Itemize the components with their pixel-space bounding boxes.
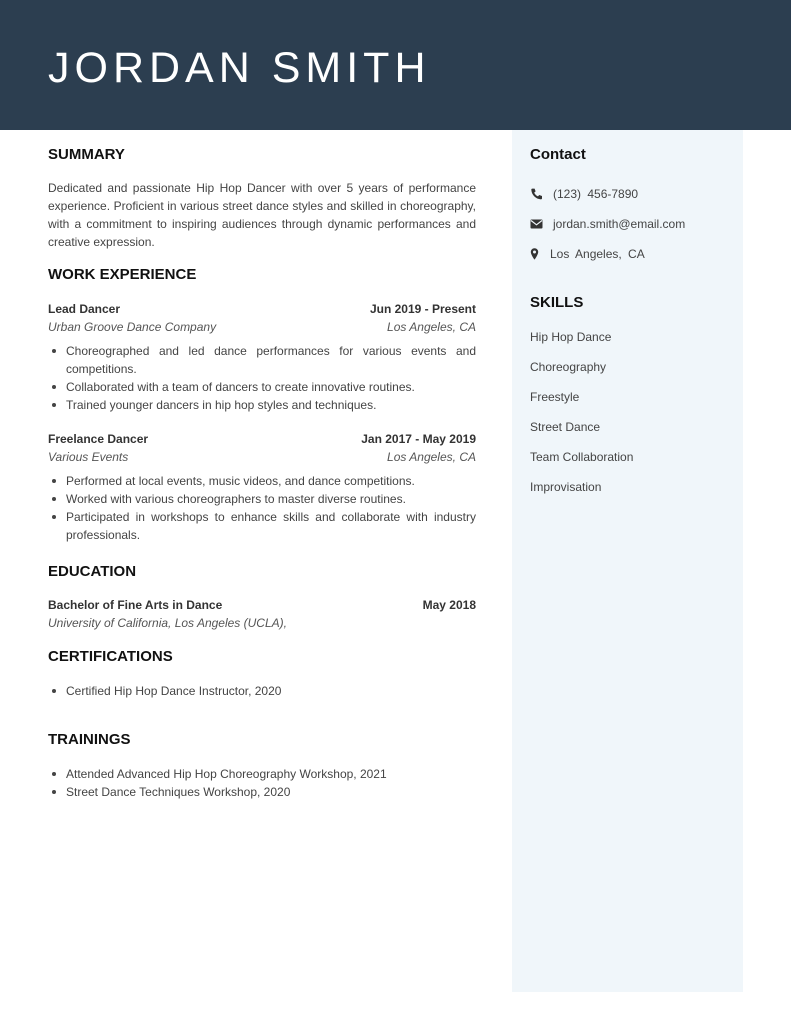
education-header	[48, 596, 476, 614]
job-location: Los Angeles, CA	[387, 450, 476, 464]
contact-title: Contact	[530, 146, 586, 163]
skill-item: Freestyle	[530, 390, 580, 404]
list-item: Trained younger dancers in hip hop styles and techniques.	[48, 396, 476, 414]
list-item: Attended Advanced Hip Hop Choreography Workshop, 2021	[48, 765, 476, 783]
contact-location-text: Los Angeles, CA	[550, 247, 645, 261]
candidate-name: JORDAN SMITH	[48, 44, 431, 92]
list-item: Participated in workshops to enhance skills and collaborate with industry professionals.	[48, 508, 476, 544]
job-company: Urban Groove Dance Company	[48, 320, 217, 334]
job-header	[48, 430, 476, 448]
skill-item: Team Collaboration	[530, 450, 634, 464]
list-item: Worked with various choreographers to master diverse routines.	[48, 490, 476, 508]
trainings-list	[48, 765, 476, 801]
summary-text: Dedicated and passionate Hip Hop Dancer with over 5 years of performance experience. Proficient in various street dance styles and skilled in choreography, with a commitment to inspiring audiences through dynamic performances and creative expression.	[48, 181, 476, 249]
certifications-list	[48, 682, 476, 700]
contact-email-text[interactable]: jordan.smith@email.com	[553, 217, 686, 231]
job-subheader	[48, 318, 476, 336]
education-school: University of California, Los Angeles (UCLA),	[48, 616, 287, 630]
skill-item: Street Dance	[530, 420, 601, 434]
education-subheader	[48, 614, 476, 632]
contact-phone-text: (123) 456-7890	[553, 187, 639, 201]
job-header	[48, 300, 476, 318]
skill-item: Improvisation	[530, 480, 602, 494]
list-item: Collaborated with a team of dancers to create innovative routines.	[48, 378, 476, 396]
map-pin-icon	[530, 248, 544, 260]
sidebar	[512, 130, 743, 992]
phone-icon	[530, 188, 544, 200]
skills-title: SKILLS	[530, 294, 584, 311]
list-item: Choreographed and led dance performances for various events and competitions.	[48, 342, 476, 378]
job-bullets	[48, 342, 476, 414]
job-location: Los Angeles, CA	[387, 320, 476, 334]
list-item: Street Dance Techniques Workshop, 2020	[48, 783, 476, 801]
job-company: Various Events	[48, 450, 129, 464]
job-subheader	[48, 448, 476, 466]
resume-header	[0, 0, 791, 130]
summary-title: SUMMARY	[48, 146, 125, 163]
job-bullets	[48, 472, 476, 544]
skill-item: Choreography	[530, 360, 607, 374]
job-dates: Jun 2019 - Present	[369, 302, 476, 316]
envelope-icon	[530, 218, 544, 230]
job-role: Freelance Dancer	[48, 432, 149, 446]
job-dates: Jan 2017 - May 2019	[361, 432, 476, 446]
education-title: EDUCATION	[48, 563, 137, 580]
skill-item: Hip Hop Dance	[530, 330, 612, 344]
trainings-title: TRAININGS	[48, 731, 131, 748]
education-date: May 2018	[422, 598, 476, 612]
work-experience-title: WORK EXPERIENCE	[48, 266, 197, 283]
certifications-title: CERTIFICATIONS	[48, 648, 173, 665]
list-item: Certified Hip Hop Dance Instructor, 2020	[48, 682, 476, 700]
education-degree: Bachelor of Fine Arts in Dance	[48, 598, 223, 612]
job-role: Lead Dancer	[48, 302, 121, 316]
list-item: Performed at local events, music videos, and dance competitions.	[48, 472, 476, 490]
